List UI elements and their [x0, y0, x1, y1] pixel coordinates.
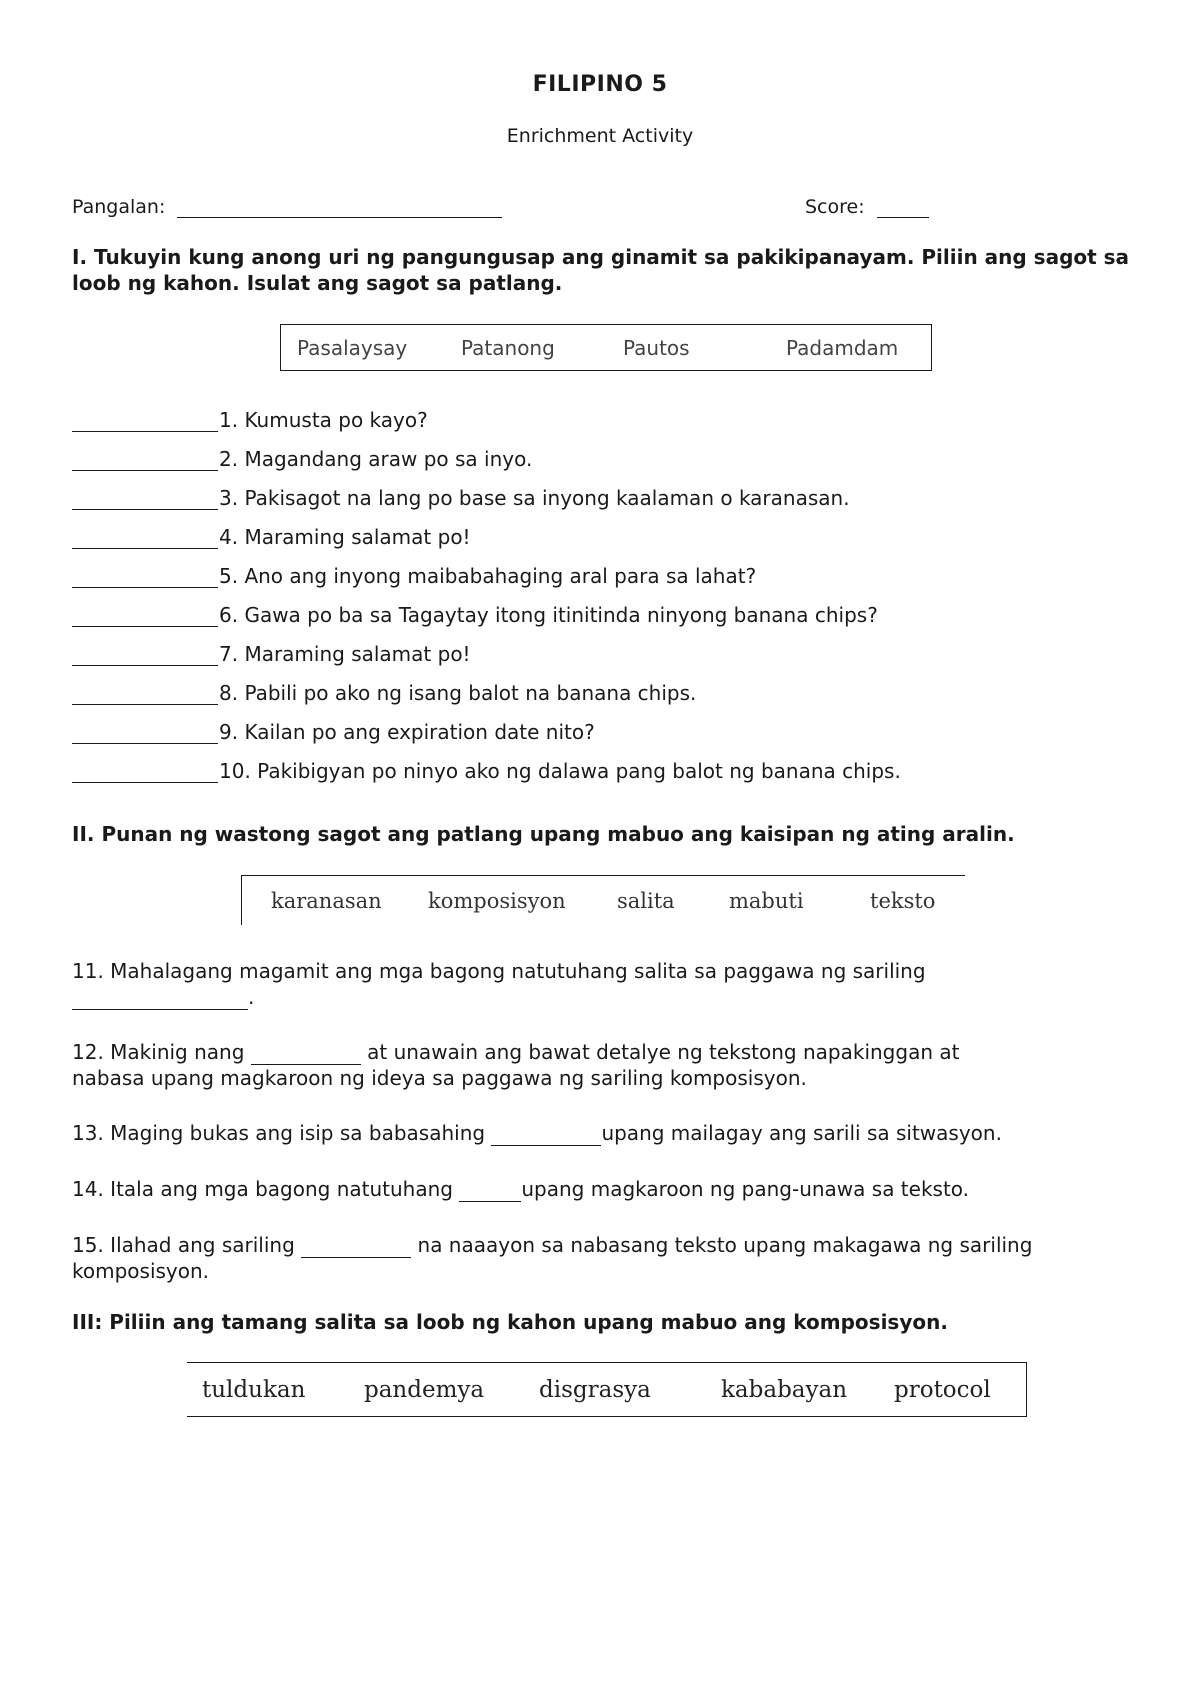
- part3-choices-box: [187, 1362, 1027, 1417]
- q15-blank[interactable]: [301, 1237, 411, 1258]
- choice-disgrasya: disgrasya: [539, 1376, 651, 1403]
- answer-blank[interactable]: [72, 606, 218, 627]
- item-text: 9. Kailan po ang expiration date nito?: [219, 720, 595, 744]
- worksheet-subtitle: Enrichment Activity: [506, 125, 694, 147]
- item-text: 7. Maraming salamat po!: [219, 642, 471, 666]
- part1-instruction: I. Tukuyin kung anong uri ng pangungusap ang ginamit sa pakikipanayam. Piliin ang sagot sa loob ng kahon. Isulat ang sagot sa patlang.: [72, 245, 1130, 295]
- answer-blank[interactable]: [72, 723, 218, 744]
- part1-item: [72, 447, 532, 471]
- item-text: 8. Pabili po ako ng isang balot na banana chips.: [219, 681, 697, 705]
- answer-blank[interactable]: [72, 684, 218, 705]
- part3-instruction: III: Piliin ang tamang salita sa loob ng kahon upang mabuo ang komposisyon.: [72, 1310, 948, 1334]
- score-label: Score:: [805, 196, 865, 218]
- item-text: 5. Ano ang inyong maibabahaging aral para sa lahat?: [219, 564, 757, 588]
- choice-salita: salita: [617, 888, 675, 913]
- worksheet-title: FILIPINO 5: [532, 72, 668, 97]
- question-14: [72, 1176, 1142, 1202]
- q15-text-a: 15. Ilahad ang sariling: [72, 1233, 295, 1257]
- q13-text-b: upang mailagay ang sarili sa sitwasyon.: [601, 1121, 1002, 1145]
- q12-blank[interactable]: [251, 1044, 361, 1065]
- part1-item: [72, 564, 756, 588]
- name-blank[interactable]: [177, 197, 502, 218]
- q13-text-a: 13. Maging bukas ang isip sa babasahing: [72, 1121, 486, 1145]
- score-field[interactable]: [805, 196, 929, 218]
- choice-protocol: protocol: [894, 1376, 991, 1403]
- choice-pautos: Pautos: [623, 335, 690, 360]
- item-text: 4. Maraming salamat po!: [219, 525, 471, 549]
- choice-kababayan: kababayan: [721, 1376, 848, 1403]
- choice-mabuti: mabuti: [729, 888, 804, 913]
- answer-blank[interactable]: [72, 411, 218, 432]
- question-12: [72, 1039, 1142, 1091]
- item-text: 2. Magandang araw po sa inyo.: [219, 447, 533, 471]
- answer-blank[interactable]: [72, 489, 218, 510]
- choice-pandemya: pandemya: [364, 1376, 485, 1403]
- part1-item: [72, 525, 471, 549]
- question-11: [72, 958, 1142, 1010]
- item-text: 1. Kumusta po kayo?: [219, 408, 428, 432]
- item-text: 10. Pakibigyan po ninyo ako ng dalawa pang balot ng banana chips.: [219, 759, 901, 783]
- score-blank[interactable]: [877, 197, 929, 218]
- part1-item: [72, 408, 428, 432]
- choice-pasalaysay: Pasalaysay: [297, 335, 408, 360]
- q15-text-b: na naaayon sa nabasang teksto upang makagawa ng sariling: [417, 1233, 1033, 1257]
- answer-blank[interactable]: [72, 450, 218, 471]
- item-text: 3. Pakisagot na lang po base sa inyong kaalaman o karanasan.: [219, 486, 850, 510]
- q14-text-b: upang magkaroon ng pang-unawa sa teksto.: [521, 1177, 970, 1201]
- answer-blank[interactable]: [72, 645, 218, 666]
- question-15: [72, 1232, 1142, 1284]
- q12-text-a: 12. Makinig nang: [72, 1040, 245, 1064]
- q12-text-c: nabasa upang magkaroon ng ideya sa paggawa ng sariling komposisyon.: [72, 1066, 807, 1090]
- choice-komposisyon: komposisyon: [428, 888, 566, 913]
- q11-period: .: [248, 985, 255, 1009]
- q15-text-c: komposisyon.: [72, 1259, 210, 1283]
- part1-item: [72, 720, 595, 744]
- choice-patanong: Patanong: [461, 335, 555, 360]
- q14-blank[interactable]: [459, 1181, 521, 1202]
- part1-item: [72, 603, 878, 627]
- q12-text-b: at unawain ang bawat detalye ng tekstong napakinggan at: [367, 1040, 960, 1064]
- part2-choices-box: [241, 875, 965, 925]
- part1-item: [72, 759, 901, 783]
- part1-choices-box: [280, 324, 932, 371]
- choice-karanasan: karanasan: [271, 888, 382, 913]
- answer-blank[interactable]: [72, 567, 218, 588]
- choice-padamdam: Padamdam: [786, 335, 899, 360]
- item-text: 6. Gawa po ba sa Tagaytay itong itinitinda ninyong banana chips?: [219, 603, 878, 627]
- q14-text-a: 14. Itala ang mga bagong natutuhang: [72, 1177, 453, 1201]
- question-13: [72, 1120, 1142, 1146]
- q11-text: 11. Mahalagang magamit ang mga bagong natutuhang salita sa paggawa ng sariling: [72, 959, 926, 983]
- answer-blank[interactable]: [72, 528, 218, 549]
- part1-item: [72, 642, 471, 666]
- answer-blank[interactable]: [72, 762, 218, 783]
- q13-blank[interactable]: [491, 1125, 601, 1146]
- part1-item: [72, 486, 850, 510]
- part2-instruction: II. Punan ng wastong sagot ang patlang upang mabuo ang kaisipan ng ating aralin.: [72, 822, 1015, 846]
- q11-blank[interactable]: [72, 989, 248, 1010]
- name-label: Pangalan:: [72, 196, 166, 218]
- name-field[interactable]: [72, 196, 502, 218]
- choice-tuldukan: tuldukan: [202, 1376, 306, 1403]
- part1-item: [72, 681, 696, 705]
- choice-teksto: teksto: [870, 888, 936, 913]
